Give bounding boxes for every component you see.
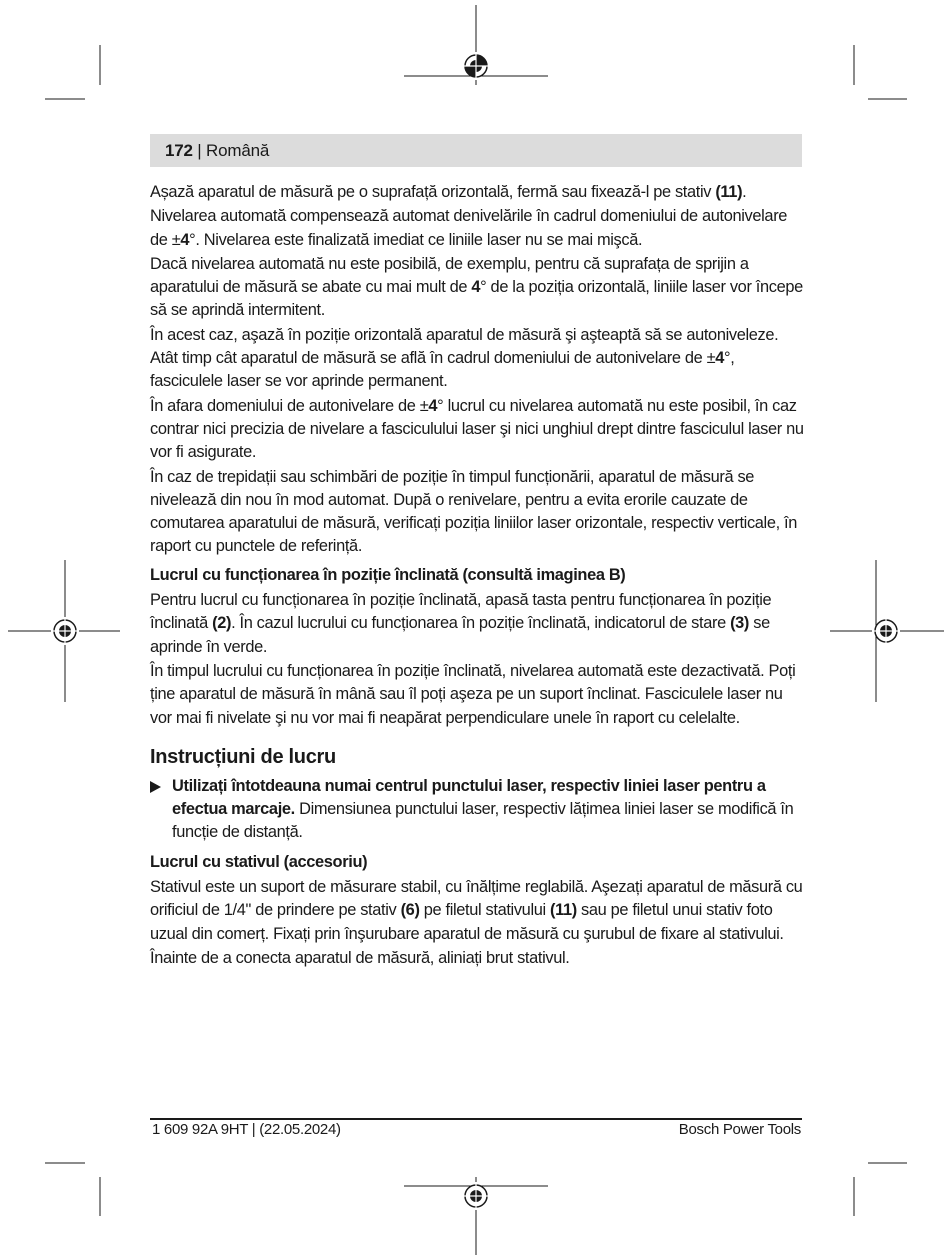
paragraph: Așază aparatul de măsură pe o suprafață orizontală, fermă sau fixează-l pe stativ (11).: [150, 183, 747, 201]
registration-target-left: [51, 617, 79, 645]
paragraph: Nivelarea automată compensează automat denivelările în cadrul domeniului de autonivelare de ±4°. Nivelarea este finalizată imediat ce liniile laser nu se mai mişcă.: [150, 207, 788, 249]
footer-rule: [150, 1118, 802, 1120]
page-header: [150, 134, 802, 167]
paragraph: În caz de trepidații sau schimbări de poziție în timpul funcționării, aparatul de măsură se nivelează din nou în mod automat. După o renivelare, pentru a evita erorile cauzate de comutarea aparatului de măsură, verificați poziția liniilor laser orizontale, respectiv verticale, în raport cu punctele de referință.: [150, 467, 797, 556]
paragraph: Stativul este un suport de măsurare stabil, cu înălțime reglabilă. Aşezați aparatul de măsură cu orificiul de 1/4" de prindere pe stativ (6) pe filetul stativului (11) sau pe filetul unui stativ foto uzual din comerț. Fixați prin înşurubare aparatul de măsură cu şurubul de fixare al stativului.: [150, 878, 803, 943]
section-heading-stand: Lucrul cu stativul (accesoriu): [150, 852, 368, 871]
header-separator: |: [192, 141, 207, 160]
bullet-triangle-icon: [150, 781, 161, 793]
section-heading-instructions: Instrucțiuni de lucru: [150, 745, 336, 768]
paragraph: În timpul lucrului cu funcționarea în poziție înclinată, nivelarea automată este dezactivată. Poți ține aparatul de măsură în mână sau îl poți aşeza pe un suport înclinat. Fasciculele laser nu vor mai fi nivelate şi nu vor mai fi neapărat perpendiculare unele în raport cu celelalte.: [150, 661, 796, 727]
paragraph: Pentru lucrul cu funcționarea în poziție înclinată, apasă tasta pentru funcționarea în poziție înclinată (2). În cazul lucrului cu funcționarea în poziție înclinată, indicatorul de stare (3) se aprinde în verde.: [150, 591, 772, 656]
paragraph: În afara domeniului de autonivelare de ±4° lucrul cu nivelarea automată nu este posibil, în caz contrar nici precizia de nivelare a fasciculului laser şi nici unghiul drept dintre fasciculul laser nu vor fi asigurate.: [150, 396, 804, 462]
header-language: Română: [206, 141, 270, 160]
section-heading-tilt: Lucrul cu funcționarea în poziție înclinată (consultă imaginea B): [150, 565, 626, 584]
paragraph: Dacă nivelarea automată nu este posibilă, de exemplu, pentru că suprafața de sprijin a aparatului de măsură se abate cu mai mult de 4° de la poziția orizontală, liniile laser vor începe să se aprindă intermitent.: [150, 254, 803, 320]
paragraph: Înainte de a conecta aparatul de măsură, aliniați brut stativul.: [150, 948, 570, 967]
paragraph: În acest caz, aşază în poziție orizontală aparatul de măsură şi aşteaptă să se autoniveleze. Atât timp cât aparatul de măsură se află în cadrul domeniului de autonivelare de ±4°, fasciculele laser se vor aprinde permanent.: [150, 325, 779, 391]
page-number: 172: [165, 141, 193, 160]
main-content: [150, 181, 805, 971]
footer-doc-id: 1 609 92A 9HT | (22.05.2024): [152, 1121, 341, 1138]
header-text: [165, 142, 269, 160]
bullet-item: Utilizați întotdeauna numai centrul punctului laser, respectiv liniei laser pentru a efectua marcaje. Dimensiunea punctului laser, respectiv lățimea liniei laser se modifică în funcție de distanță.: [150, 775, 805, 845]
footer-brand: Bosch Power Tools: [678, 1121, 801, 1138]
